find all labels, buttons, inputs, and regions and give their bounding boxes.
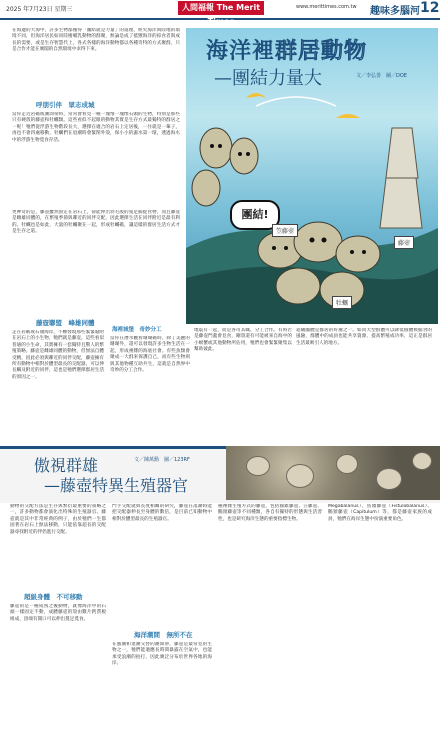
barnacle-shell [412,452,432,470]
second-article-subtitle: —藤壺特異生殖器官 [44,476,189,495]
a2-subheading-2: 海洋潮間 無所不在 [134,631,193,639]
barnacle-shell [376,468,402,490]
barnacle-shell [286,464,314,488]
issue-date: 2025 年7月23日 星期三 [6,6,73,13]
newspaper-logo: 人間福報 The Merit Times [178,1,264,15]
second-article-byline: 文／陳萬勳 圖／123RF [134,457,190,463]
page-number: 12 [420,0,440,16]
label-oyster: 牡蠣 [332,296,352,309]
a2-body-2: 藤壺的是一種成熟之後動物，就像海洋中的石頭一樣固定不動，成體藤壺的殼由數片鈣質板組成，頂端有開口可以伸出蔓足覓食。 [10,604,106,622]
body-paragraph-3: 當你在潛水觀看珊瑚礁時，除了美麗的珊瑚外，還可以發現許多生物生活在一起，形成複雜的海底社會。有些魚類會聚成一大群來保護自己，而有些生物則與其他物種互助共生，這就是自然界中奇妙的分工合作。 [110,336,190,374]
barnacle-shell [336,454,358,474]
subheading-1: 呼朋引伴 眾志成城 [36,101,95,109]
article-byline: 文／李弘善 圖／DOE [356,73,407,79]
a2-body-1: 動物的交配方法是生存與繁衍最重要的策略之一，許多動物都會演化出特殊的生殖器官。藤壺就是其中非常經典的例子，由於牠們一生都固著在岩石上無法移動，只能依靠超長的交配器尋找附近的伴侶進行交配。 [10,504,106,535]
body-paragraph-1b: 更神奇的是，藤壺雖然固定在岩石上，卻能伸出羽毛般的蔓足捕捉食物，而且藤壺是雌雄同體的，在繁殖季節與鄰近的同伴交配，因此選擇生活在同伴附近是最有利的。牡蠣也是如此，大量的牡蠣聚在一起，形成牡蠣礁，讓這樣的群居生活方式才是生存之道。 [12,210,180,235]
label-acorn-barnacle: 笠藤壺 [272,224,298,237]
oyster-cluster-drawing [186,28,438,324]
hero-illustration [186,28,438,324]
body-paragraph-1: 當你走近岩礁或潮間帶時，常常會看見一種一塊堆一塊像石頭的生物，特別是那些只有硬殼的藤壺和牡蠣類。這些看似不起眼的動物其實是生存方式最獨特的群居之一呢！牠們從浮游生物階段長大，選擇在適合的岩石上定居後，一住就是一輩子，再也不會四處移動，牡蠣們在退潮時會緊閉外殼，保小小的濕水第一環，透過海水中的浮游生物覓食存活。 [12,112,180,143]
article-title: 海洋裡群居動物 [206,39,368,64]
label-barnacle: 藤壺 [394,236,414,249]
barnacle-photo [226,446,440,500]
website-url: www.merittimes.com.tw [296,4,357,10]
a2-body-3: 門手交配就與長度相關的研究，藤壺在落潮時能把交配器伸長至身體的數倍，是目前已知動物中相對於體型最長的生殖器官。 [112,504,212,522]
page-header [0,0,440,26]
a2-body-5: 種複雜生殖方式的藤壺，包括圓錐藤壺、笠藤壺、鵝頸藤壺等不同種類，各自有獨特的形態與生活習性，也是研究海洋生態的重要指標生物。 [218,504,322,522]
barnacle-shell [246,456,270,476]
caption-subheading: 海裡城堡 奇妙分工 [112,327,162,333]
speech-bubble: 團結! [230,200,280,230]
a2-subheading-1: 超級身體 不可移動 [24,593,83,601]
article-subtitle: —團結力量大 [214,68,322,89]
a2-body-4: 在漲潮和退潮交替的潮間帶，藤壺是最常見的生物之一，牠們能適應長時間暴露在空氣中，也能承受浪潮的拍打，因此廣泛分布於世界各地的海岸。 [112,642,212,667]
second-article-title: 傲視群雄 [34,456,99,475]
section-title: 趣味多腦河 [370,6,420,17]
subheading-2: 藤壺聯盟 峰雄同體 [36,319,95,327]
body-paragraph-4: 地震有一起，而是各司其職、分工合作。有時若是藤壺門蓋會見食，剛殼還有可能被來自海中的小螃蟹或其他動物所佔用，牠們也會緊緊聚集以幫助彼此。 [194,328,292,353]
a2-body-6: Megabalanus）、鳥頭藤壺（Fistulobalanus）、鵝頸藤壺（Capitulum）等，都是藤壺家族的成員，牠們在海岸生態中扮演重要角色。 [328,504,432,522]
body-paragraph-2: 走在岩礁或石頭海岸，不難發現那些緊緊黏附在岩石上的小生物，牠們就是藤壺。這些看似普通的小生命，其實擁有一套獨特且驚人的繁殖策略。藤壺是雌雄同體的動物，但無法自體受精，因此必須與鄰近的同伴交配，藤壺擁有所有動物中相對於體型最長的交配器，可以伸長觸及附近的同伴，這也是牠們選擇群居生活的原因之一。 [12,330,104,380]
body-paragraph-5: 超級團體是群居的好處之一。如同大型群體可以降低個體被捕食的風險，群體中的成員也能共享資源、提高繁殖成功率，這正是群居生活最吸引人的地方。 [296,328,432,346]
lead-paragraph: 在海邊的大海中，許多生物都懂得「團結就是力量」的道理，經究海洋與陸地的環境不同，但海洋居民如同陸棲哺乳動物的群聚，無論是成了抵禦海洋的掠食者與成長的需要，或是生存智慧代上，各式各樣的海洋動物都以各種奇特的方式聚群，只是合作才能在廣闊的自然環境中求得下來。 [12,28,180,53]
